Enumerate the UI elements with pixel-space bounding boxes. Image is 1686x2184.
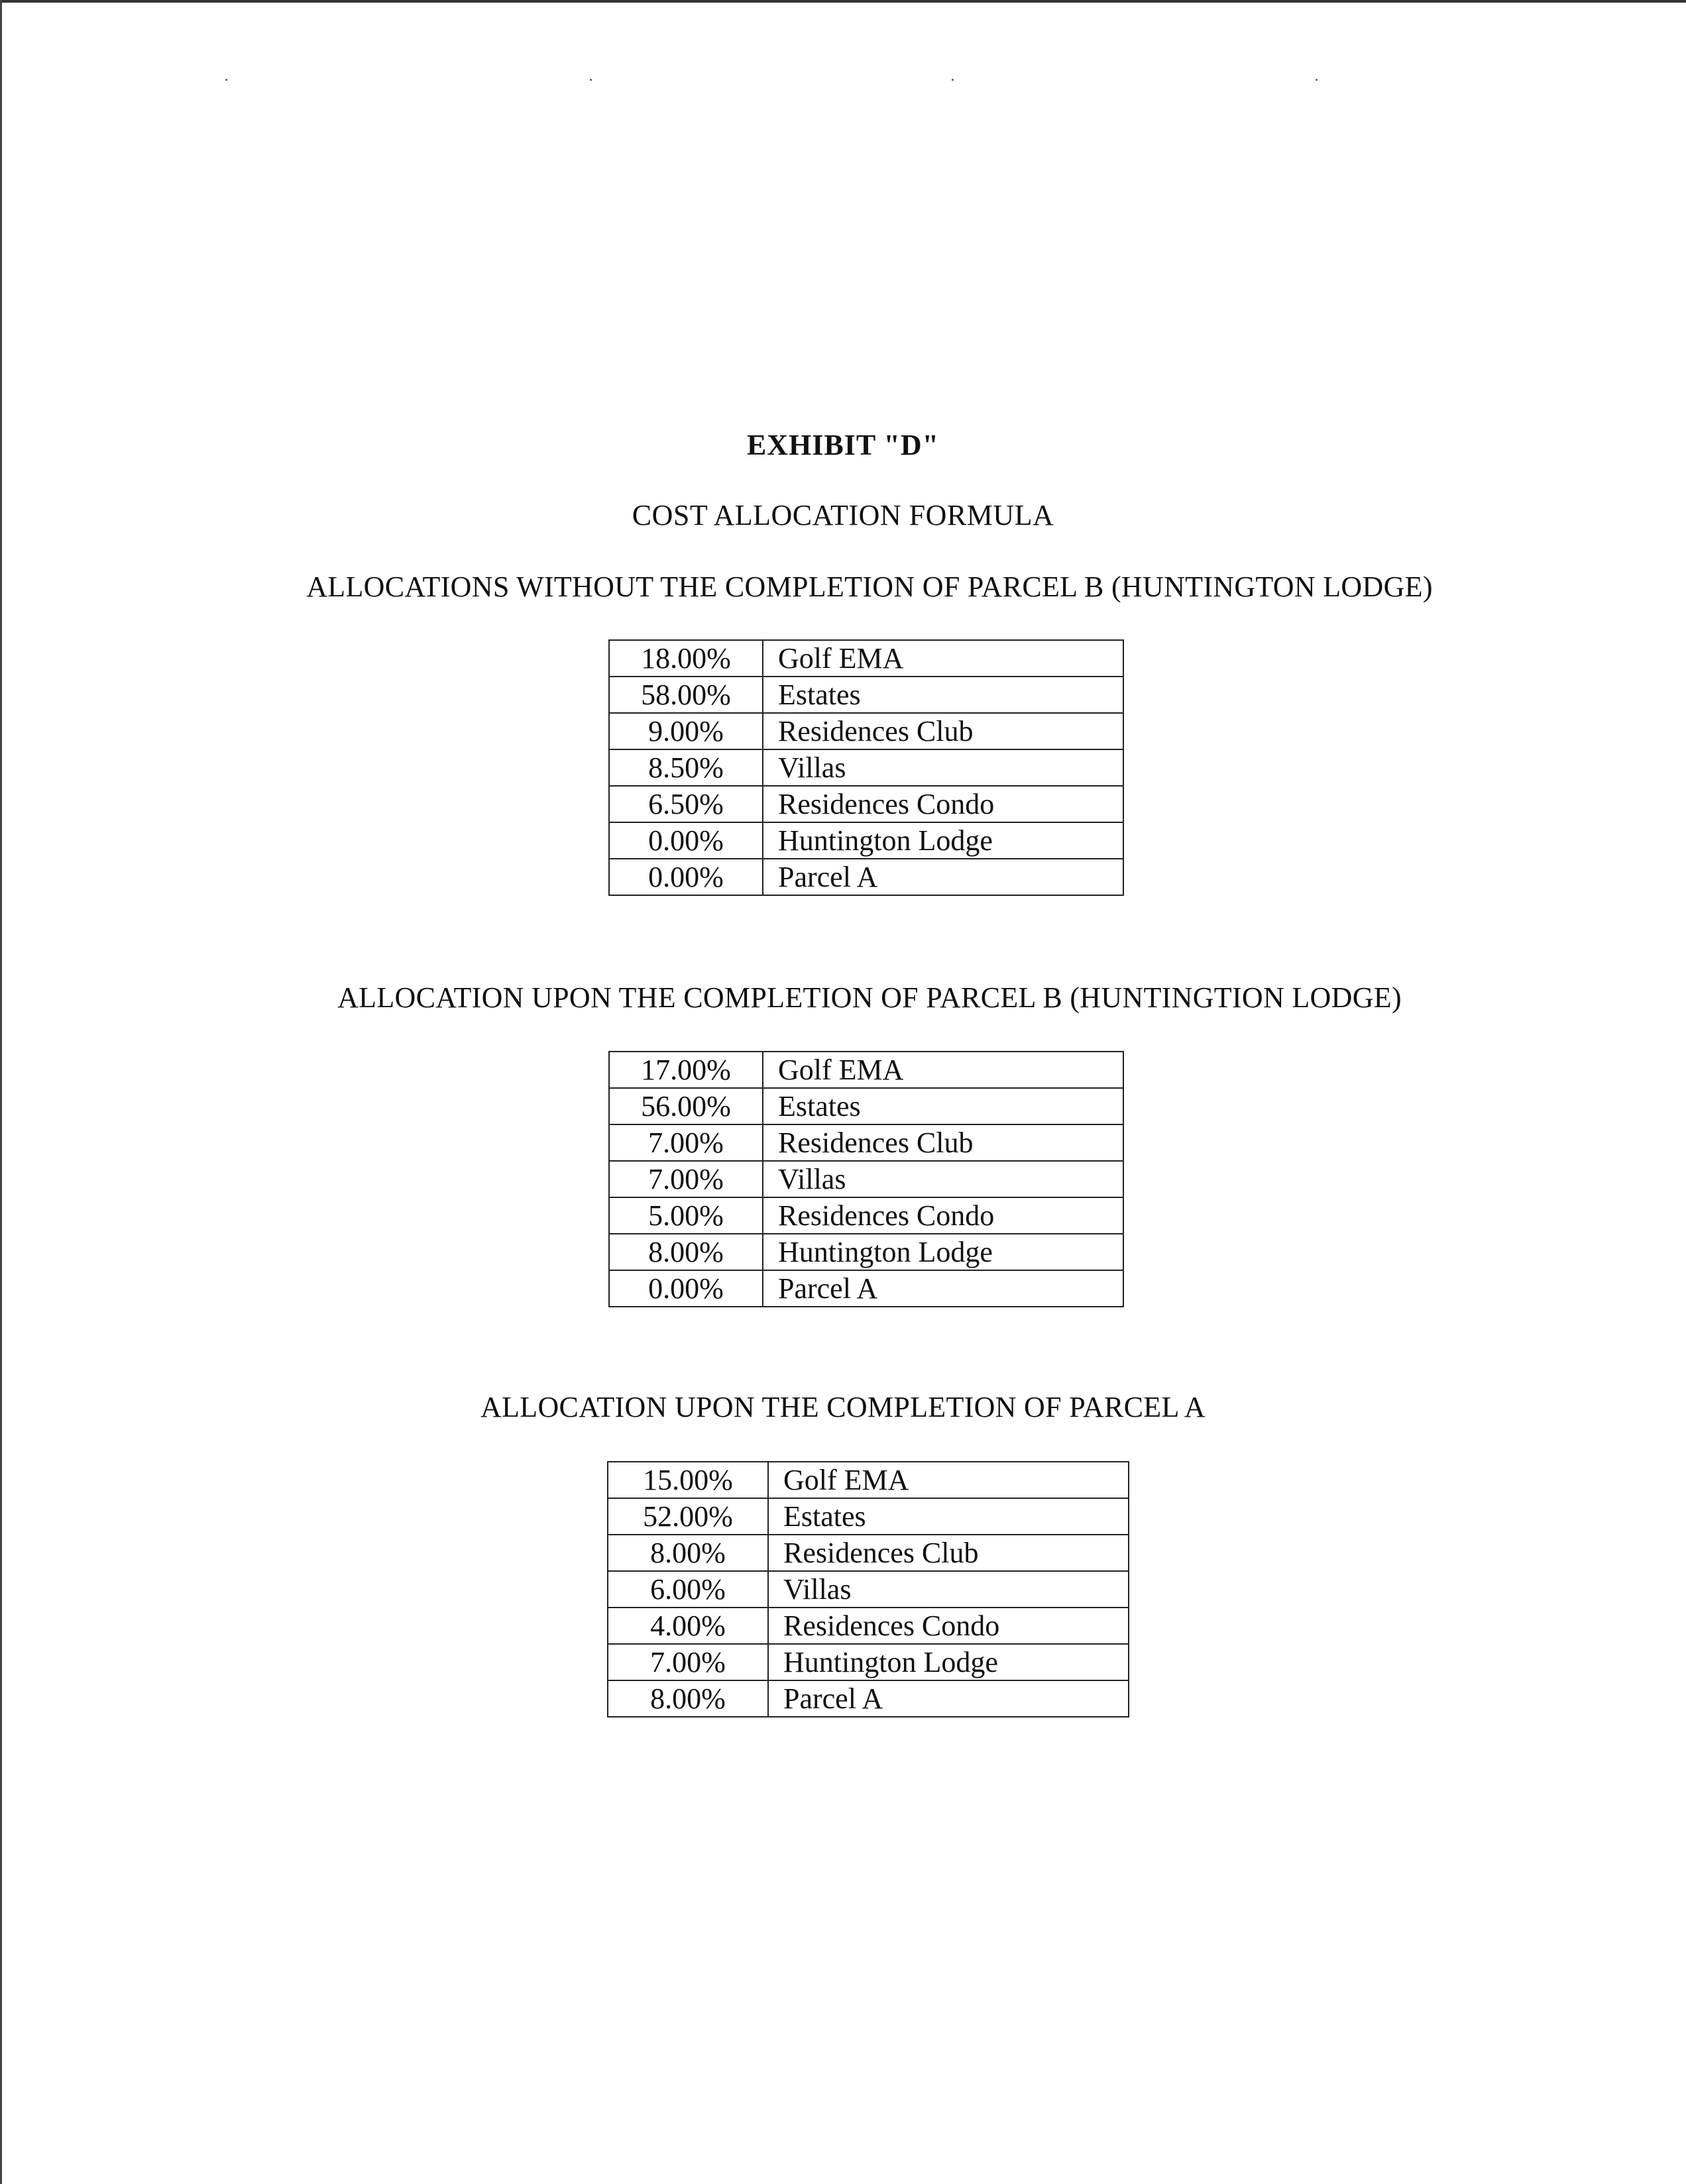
- percent-cell: 17.00%: [609, 1052, 763, 1088]
- percent-cell: 7.00%: [609, 1124, 763, 1161]
- allocation-table-3: [607, 1461, 1129, 1718]
- section-heading-2: ALLOCATION UPON THE COMPLETION OF PARCEL B (HUNTINGTION LODGE): [337, 981, 1402, 1014]
- percent-cell: 7.00%: [608, 1644, 768, 1680]
- percent-cell: 18.00%: [609, 640, 763, 677]
- name-cell: Residences Club: [768, 1535, 1129, 1571]
- name-cell: Estates: [763, 1088, 1123, 1124]
- page-top-edge: [0, 0, 1686, 3]
- table-row: [609, 1052, 1123, 1088]
- name-cell: Residences Condo: [763, 786, 1123, 822]
- scan-speck: [952, 79, 954, 81]
- table-row: [608, 1608, 1129, 1644]
- allocation-table-1: [608, 639, 1124, 896]
- name-cell: Golf EMA: [763, 1052, 1123, 1088]
- name-cell: Estates: [763, 677, 1123, 713]
- table-row: [608, 1535, 1129, 1571]
- percent-cell: 9.00%: [609, 713, 763, 749]
- percent-cell: 15.00%: [608, 1462, 768, 1498]
- percent-cell: 4.00%: [608, 1608, 768, 1644]
- name-cell: Estates: [768, 1498, 1129, 1535]
- percent-cell: 6.00%: [608, 1571, 768, 1608]
- table-row: [609, 640, 1123, 677]
- section-heading-1: ALLOCATIONS WITHOUT THE COMPLETION OF PARCEL B (HUNTINGTON LODGE): [306, 571, 1433, 603]
- percent-cell: 58.00%: [609, 677, 763, 713]
- table-row: [609, 677, 1123, 713]
- table-row: [609, 1197, 1123, 1234]
- exhibit-subtitle: COST ALLOCATION FORMULA: [632, 499, 1054, 531]
- table-row: [608, 1498, 1129, 1535]
- table-row: [609, 1088, 1123, 1124]
- table-row: [608, 1571, 1129, 1608]
- name-cell: Parcel A: [763, 1270, 1123, 1307]
- percent-cell: 0.00%: [609, 859, 763, 895]
- table-row: [609, 1234, 1123, 1270]
- name-cell: Villas: [768, 1571, 1129, 1608]
- name-cell: Golf EMA: [768, 1462, 1129, 1498]
- name-cell: Villas: [763, 1161, 1123, 1197]
- percent-cell: 8.00%: [608, 1535, 768, 1571]
- name-cell: Huntington Lodge: [768, 1644, 1129, 1680]
- name-cell: Golf EMA: [763, 640, 1123, 677]
- table-row: [608, 1462, 1129, 1498]
- name-cell: Huntington Lodge: [763, 1234, 1123, 1270]
- table-row: [609, 713, 1123, 749]
- percent-cell: 56.00%: [609, 1088, 763, 1124]
- percent-cell: 5.00%: [609, 1197, 763, 1234]
- table-row: [608, 1680, 1129, 1717]
- table-row: [609, 1270, 1123, 1307]
- percent-cell: 52.00%: [608, 1498, 768, 1535]
- table-row: [609, 822, 1123, 859]
- percent-cell: 0.00%: [609, 822, 763, 859]
- scan-speck: [1316, 79, 1318, 81]
- exhibit-title: EXHIBIT "D": [746, 429, 940, 461]
- percent-cell: 8.50%: [609, 749, 763, 786]
- percent-cell: 7.00%: [609, 1161, 763, 1197]
- table-row: [609, 1124, 1123, 1161]
- name-cell: Huntington Lodge: [763, 822, 1123, 859]
- name-cell: Villas: [763, 749, 1123, 786]
- table-row: [609, 749, 1123, 786]
- name-cell: Residences Condo: [768, 1608, 1129, 1644]
- scan-speck: [225, 79, 227, 81]
- page-left-edge: [0, 0, 2, 2184]
- percent-cell: 8.00%: [608, 1680, 768, 1717]
- table-row: [609, 1161, 1123, 1197]
- percent-cell: 6.50%: [609, 786, 763, 822]
- table-row: [609, 786, 1123, 822]
- scan-speck: [590, 79, 592, 81]
- name-cell: Residences Club: [763, 713, 1123, 749]
- name-cell: Parcel A: [763, 859, 1123, 895]
- percent-cell: 0.00%: [609, 1270, 763, 1307]
- percent-cell: 8.00%: [609, 1234, 763, 1270]
- table-row: [609, 859, 1123, 895]
- section-heading-3: ALLOCATION UPON THE COMPLETION OF PARCEL A: [480, 1391, 1206, 1423]
- name-cell: Residences Condo: [763, 1197, 1123, 1234]
- table-row: [608, 1644, 1129, 1680]
- name-cell: Residences Club: [763, 1124, 1123, 1161]
- name-cell: Parcel A: [768, 1680, 1129, 1717]
- allocation-table-2: [608, 1051, 1124, 1307]
